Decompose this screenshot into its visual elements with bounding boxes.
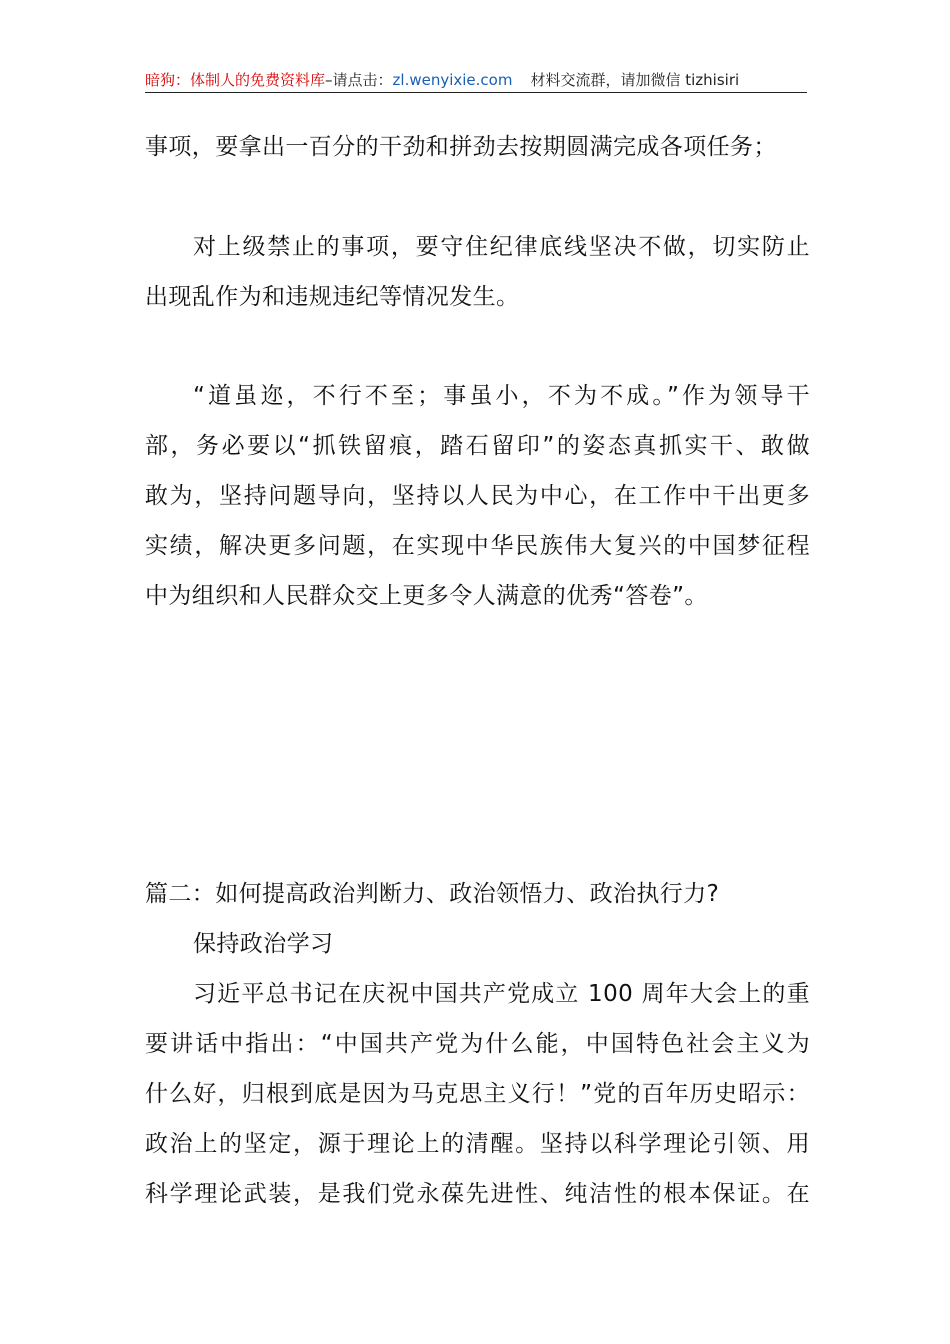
paragraph-line: 事项，要拿出一百分的干劲和拼劲去按期圆满完成各项任务； xyxy=(145,134,777,160)
page-header xyxy=(145,70,807,93)
group-note: 材料交流群，请加微信 tizhisiri xyxy=(530,71,740,89)
paragraph-line: 习近平总书记在庆祝中国共产党成立 100 周年大会上的重 xyxy=(193,981,810,1007)
site-url-link[interactable]: zl.wenyixie.com xyxy=(392,71,513,89)
section-title: 篇二：如何提高政治判断力、政治领悟力、政治执行力? xyxy=(145,881,720,907)
paragraph-line: 实绩，解决更多问题，在实现中华民族伟大复兴的中国梦征程 xyxy=(145,533,810,559)
click-prefix: –请点击： xyxy=(325,71,393,89)
paragraph-line: 部，务必要以“抓铁留痕，踏石留印”的姿态真抓实干、敢做 xyxy=(145,433,810,459)
paragraph-line: 政治上的坚定，源于理论上的清醒。坚持以科学理论引领、用 xyxy=(145,1131,810,1157)
paragraph-line: 中为组织和人民群众交上更多令人满意的优秀“答卷”。 xyxy=(145,583,708,609)
paragraph-line: 什么好，归根到底是因为马克思主义行！”党的百年历史昭示： xyxy=(145,1081,810,1107)
paragraph-line: 科学理论武装，是我们党永葆先进性、纯洁性的根本保证。在 xyxy=(145,1181,810,1207)
paragraph-line: 出现乱作为和违规违纪等情况发生。 xyxy=(145,284,520,310)
paragraph-line: 敢为，坚持问题导向，坚持以人民为中心，在工作中干出更多 xyxy=(145,483,810,509)
subheading: 保持政治学习 xyxy=(193,931,334,957)
paragraph-line: 对上级禁止的事项，要守住纪律底线坚决不做，切实防止 xyxy=(193,234,810,260)
paragraph-line: 要讲话中指出：“中国共产党为什么能，中国特色社会主义为 xyxy=(145,1031,810,1057)
paragraph-line: “道虽迩，不行不至；事虽小，不为不成。”作为领导干 xyxy=(193,383,810,409)
site-label: 暗狗：体制人的免费资料库 xyxy=(145,71,326,89)
